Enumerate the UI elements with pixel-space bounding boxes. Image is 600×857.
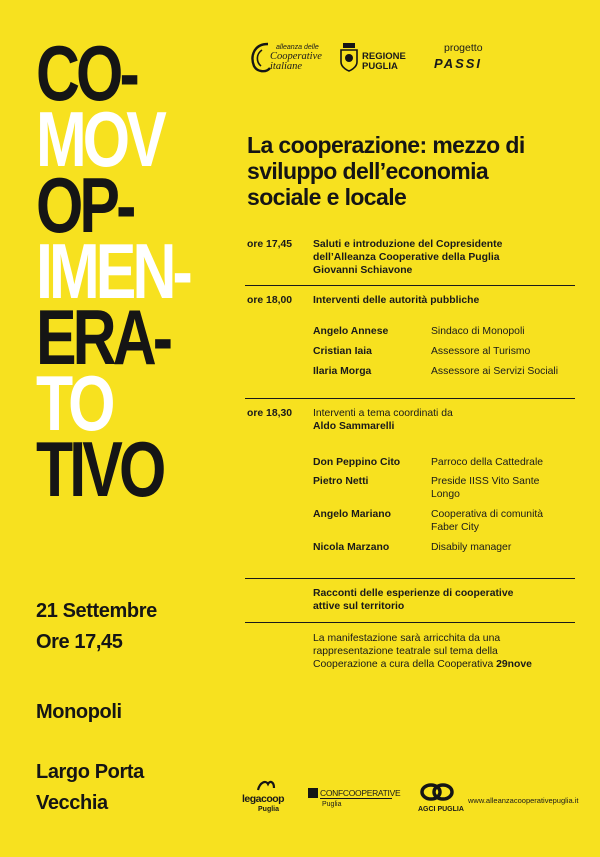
event-city: Monopoli (36, 701, 122, 723)
time-3: ore 18,30 (247, 408, 293, 419)
legacoop-hands-icon (256, 778, 276, 794)
divider (245, 622, 575, 623)
headline: La cooperazione: mezzo di sviluppo dell’economia sociale e locale (247, 132, 525, 210)
big-title-line-2: MOV (36, 95, 163, 183)
agci-knot-icon (420, 782, 454, 802)
agci-puglia-logo (412, 782, 464, 822)
speaker-name: Angelo Mariano (313, 509, 391, 520)
speaker-name: Ilaria Morga (313, 366, 372, 377)
speaker-role: Sindaco di Monopoli (431, 326, 525, 337)
event-date: 21 Settembre (36, 600, 157, 622)
regione-puglia-logo (340, 42, 410, 76)
progetto-passi-logo (430, 42, 510, 74)
event-time: Ore 17,45 (36, 631, 123, 653)
divider (245, 578, 575, 579)
experiences-text: Racconti delle esperienze di cooperative attive sul territorio (313, 588, 514, 612)
big-title-line-6: TO (36, 359, 112, 447)
agci-text: AGCI PUGLIA (418, 806, 464, 813)
confcoop-square-icon (308, 788, 318, 798)
confcoop-rule (320, 798, 392, 799)
speaker-role: Disabily manager (431, 542, 512, 553)
talks-heading: Interventi a tema coordinati da (313, 408, 453, 419)
speaker-name: Cristian Iaia (313, 346, 372, 357)
theatre-company: 29nove (496, 659, 532, 670)
time-2: ore 18,00 (247, 295, 293, 306)
passi-text: PASSI (434, 56, 483, 71)
time-1: ore 17,45 (247, 239, 293, 250)
legacoop-text: legacoop (242, 793, 285, 805)
regione-text: REGIONE PUGLIA (362, 51, 406, 72)
speaker-role: Preside IISS Vito Sante Longo (431, 476, 540, 500)
speaker-role: Assessore al Turismo (431, 346, 531, 357)
confcoop-sub: Puglia (322, 801, 342, 808)
alleanza-big-text: Cooperative italiane (270, 51, 322, 72)
speaker-role: Parroco della Cattedrale (431, 457, 544, 468)
divider (245, 285, 575, 286)
intro-text: Saluti e introduzione del Copresidente dell’Alleanza Cooperative della Puglia Giovanni Schiavone (313, 239, 503, 276)
theatre-note (313, 632, 548, 671)
authorities-heading: Interventi delle autorità pubbliche (313, 295, 480, 306)
event-place-2: Vecchia (36, 792, 108, 814)
regione-crest-icon (340, 42, 358, 72)
progetto-text: progetto (444, 42, 483, 54)
coordinator-name: Aldo Sammarelli (313, 421, 395, 432)
confcooperative-logo (308, 788, 401, 812)
website-link[interactable]: www.alleanzacooperativepuglia.it (468, 796, 579, 805)
big-title-line-3: OP- (36, 161, 133, 249)
big-title-line-7: TIVO (36, 425, 163, 513)
event-place-1: Largo Porta (36, 761, 144, 783)
alleanza-small-text: alleanza delle (276, 44, 319, 51)
divider (245, 398, 575, 399)
legacoop-logo (242, 778, 292, 818)
speaker-name: Pietro Netti (313, 476, 369, 487)
speaker-name: Nicola Marzano (313, 542, 390, 553)
big-title-line-5: ERA- (36, 293, 170, 381)
big-title-line-1: CO- (36, 29, 136, 117)
alleanza-cooperative-logo (248, 40, 343, 74)
speaker-role: Cooperativa di comunità Faber City (431, 509, 544, 533)
speaker-name: Don Peppino Cito (313, 457, 401, 468)
confcoop-text: CONFCOOPERATIVE (320, 788, 401, 798)
theatre-note-text: La manifestazione sarà arricchita da una rappresentazione teatrale sul tema della Cooperazione a cura della Cooperativa (313, 633, 501, 670)
speaker-role: Assessore ai Servizi Sociali (431, 366, 559, 377)
speaker-name: Angelo Annese (313, 326, 389, 337)
legacoop-sub: Puglia (258, 806, 280, 813)
big-title-line-4: IMEN- (36, 227, 189, 315)
